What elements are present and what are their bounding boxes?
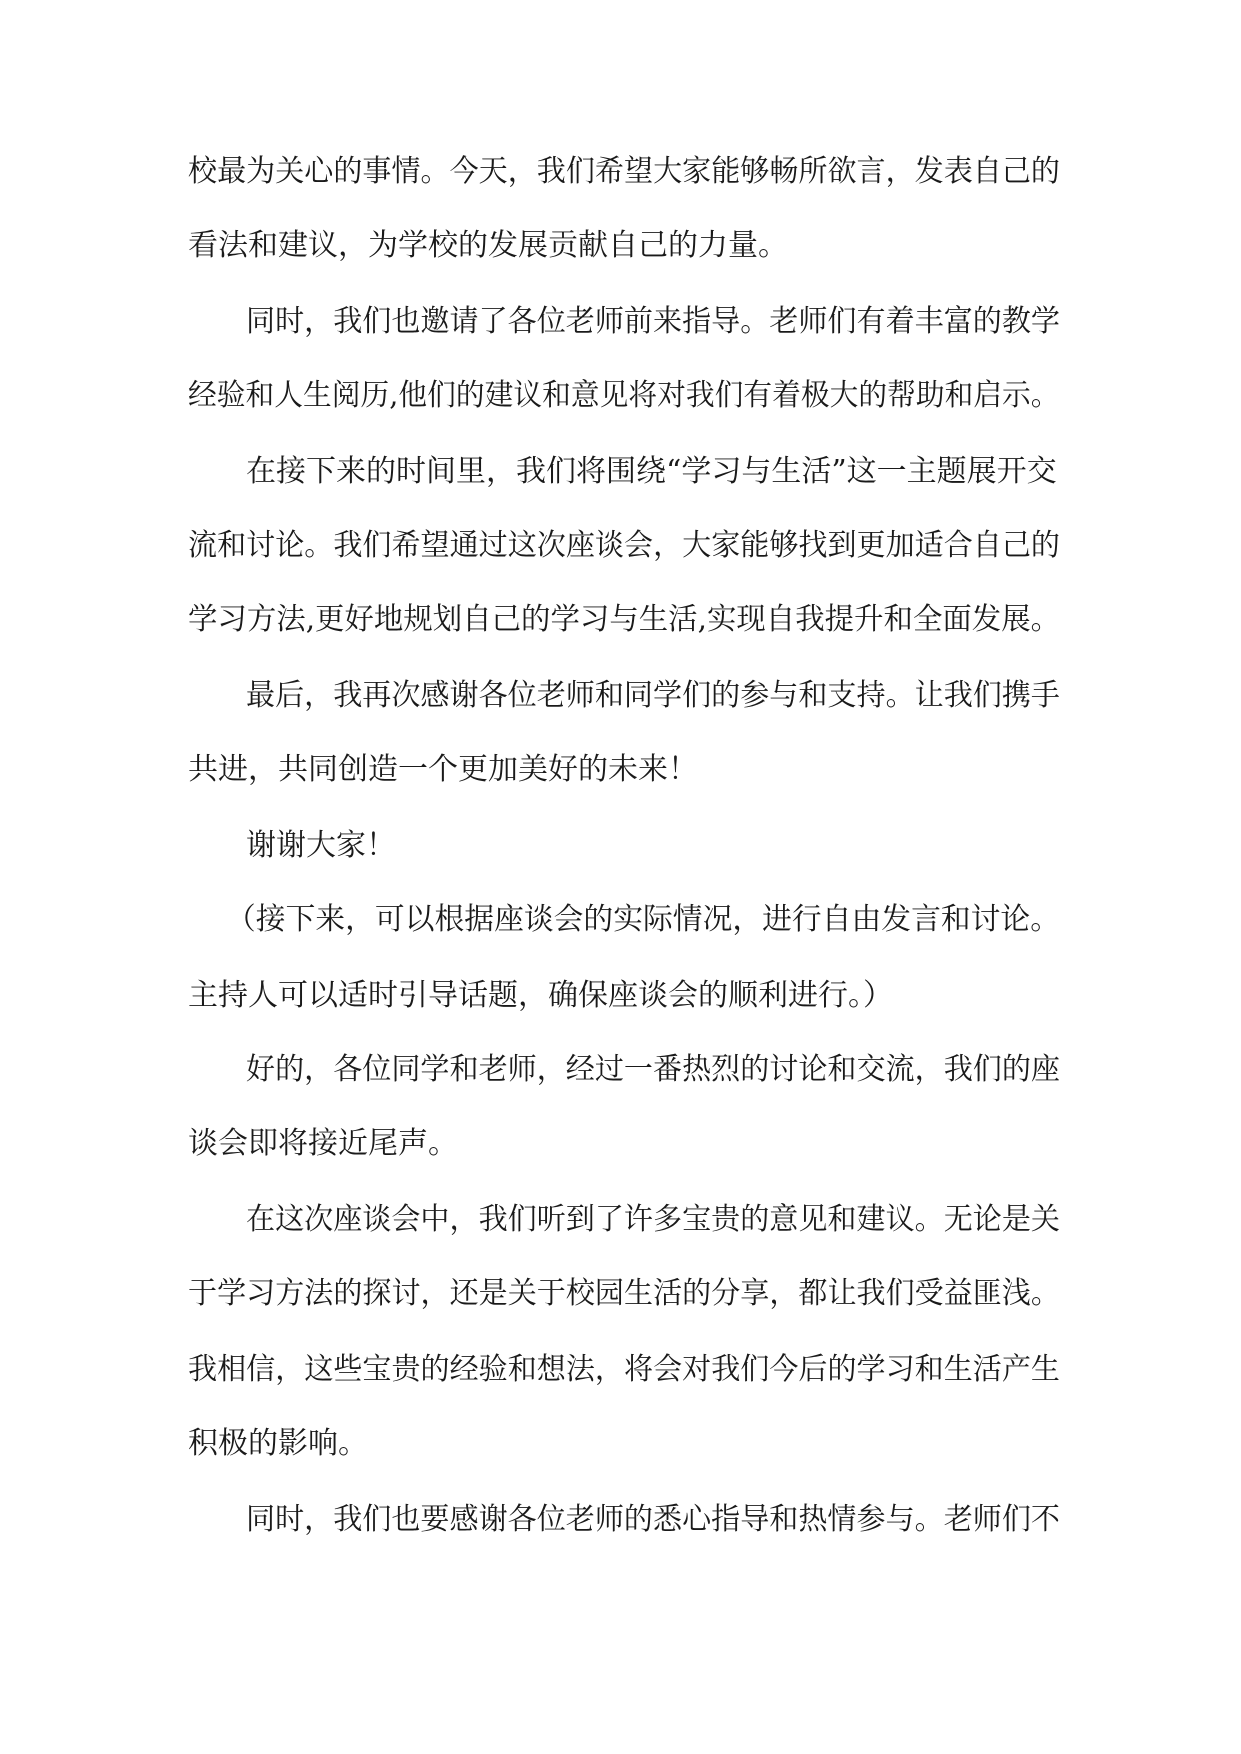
text-line (0, 1348, 1241, 1392)
text-line (0, 898, 1241, 942)
line-text: 校最为关心的事情。今天，我们希望大家能够畅所欲言，发表自己的 (188, 154, 1060, 189)
line-text: 好的，各位同学和老师，经过一番热烈的讨论和交流，我们的座 (246, 1052, 1060, 1087)
line-text: 共进，共同创造一个更加美好的未来！ (188, 752, 698, 787)
line-text: 在这次座谈会中，我们听到了许多宝贵的意见和建议。无论是关 (246, 1202, 1060, 1237)
line-text: 看法和建议，为学校的发展贡献自己的力量。 (188, 228, 788, 263)
text-line (0, 1198, 1241, 1242)
line-text: 流和讨论。我们希望通过这次座谈会，大家能够找到更加适合自己的 (188, 528, 1060, 563)
text-line (0, 748, 1241, 792)
line-text: 同时，我们也要感谢各位老师的悉心指导和热情参与。老师们不 (246, 1502, 1060, 1537)
text-line (0, 224, 1241, 268)
text-line (0, 1498, 1241, 1542)
text-line (0, 598, 1241, 642)
line-text: 我相信，这些宝贵的经验和想法，将会对我们今后的学习和生活产生 (188, 1352, 1060, 1387)
line-text: 于学习方法的探讨，还是关于校园生活的分享，都让我们受益匪浅。 (188, 1276, 1060, 1311)
text-line (0, 450, 1241, 494)
line-text: 在接下来的时间里，我们将围绕“学习与生活”这一主题展开交 (246, 454, 1057, 489)
text-line (0, 974, 1241, 1018)
text-line (0, 300, 1241, 344)
line-text: 学习方法,更好地规划自己的学习与生活,实现自我提升和全面发展。 (188, 602, 1061, 637)
line-text: 谢谢大家！ (246, 828, 396, 863)
text-line (0, 1048, 1241, 1092)
text-line (0, 374, 1241, 418)
text-line (0, 674, 1241, 718)
text-line (0, 1422, 1241, 1466)
text-line (0, 1122, 1241, 1166)
line-text: 同时，我们也邀请了各位老师前来指导。老师们有着丰富的教学 (246, 304, 1060, 339)
line-text: 谈会即将接近尾声。 (188, 1126, 458, 1161)
text-line (0, 1272, 1241, 1316)
line-text: 最后，我再次感谢各位老师和同学们的参与和支持。让我们携手 (246, 678, 1060, 713)
text-line (0, 524, 1241, 568)
line-text: （接下来，可以根据座谈会的实际情况，进行自由发言和讨论。 (226, 902, 1060, 937)
line-text: 主持人可以适时引导话题，确保座谈会的顺利进行。） (188, 978, 893, 1013)
text-line (0, 150, 1241, 194)
line-text: 积极的影响。 (188, 1426, 368, 1461)
text-line (0, 824, 1241, 868)
line-text: 经验和人生阅历,他们的建议和意见将对我们有着极大的帮助和启示。 (188, 378, 1060, 413)
